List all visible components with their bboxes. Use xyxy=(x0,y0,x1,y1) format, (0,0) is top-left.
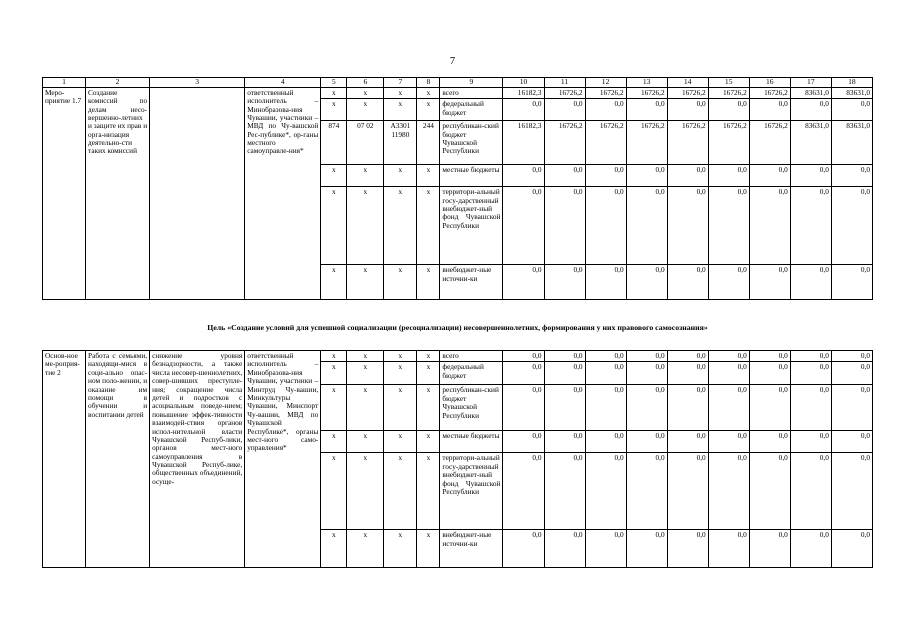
year-amount-cell: 0,0 xyxy=(667,453,708,530)
budget-code-cell: х xyxy=(321,431,347,453)
budget-code-cell: х xyxy=(417,187,440,265)
year-amount-cell: 0,0 xyxy=(544,265,585,300)
budget-code-cell: х xyxy=(417,431,440,453)
year-amount-cell: 0,0 xyxy=(708,265,749,300)
budget-code-cell: х xyxy=(417,351,440,362)
year-amount-cell: 0,0 xyxy=(667,385,708,431)
year-amount-cell: 0,0 xyxy=(708,187,749,265)
year-amount-cell: 0,0 xyxy=(790,99,831,121)
budget-code-cell: х xyxy=(384,362,417,385)
year-amount-cell: 83631,0 xyxy=(790,121,831,165)
year-amount-cell: 0,0 xyxy=(831,351,872,362)
budget-code-cell: х xyxy=(321,351,347,362)
year-amount-cell: 0,0 xyxy=(667,99,708,121)
year-amount-cell: 83631,0 xyxy=(831,87,872,98)
funding-source-cell: республикан-ский бюджет Чувашской Республики xyxy=(440,121,503,165)
column-number-cell: 13 xyxy=(626,78,667,88)
budget-code-cell: х xyxy=(384,351,417,362)
column-number-cell: 11 xyxy=(544,78,585,88)
year-amount-cell: 0,0 xyxy=(503,385,544,431)
year-amount-cell: 0,0 xyxy=(544,385,585,431)
funding-source-cell: территори-альный госу-дарственный внебюджет-ный фонд Чувашской Республики xyxy=(440,453,503,530)
year-amount-cell: 0,0 xyxy=(585,165,626,187)
budget-code-cell: х xyxy=(417,165,440,187)
year-amount-cell: 0,0 xyxy=(544,351,585,362)
year-amount-cell: 0,0 xyxy=(708,453,749,530)
year-amount-cell: 0,0 xyxy=(790,453,831,530)
column-number-cell: 2 xyxy=(86,78,150,88)
column-number-cell: 15 xyxy=(708,78,749,88)
year-amount-cell: 0,0 xyxy=(626,385,667,431)
column-number-cell: 7 xyxy=(384,78,417,88)
budget-code-cell: х xyxy=(384,530,417,568)
year-amount-cell: 0,0 xyxy=(503,99,544,121)
year-amount-cell: 0,0 xyxy=(790,187,831,265)
budget-code-cell: х xyxy=(321,187,347,265)
year-amount-cell: 16726,2 xyxy=(708,121,749,165)
budget-code-cell: 07 02 xyxy=(347,121,384,165)
funding-source-cell: территори-альный госу-дарственный внебюджет-ный фонд Чувашской Республики xyxy=(440,187,503,265)
year-amount-cell: 16726,2 xyxy=(667,87,708,98)
budget-code-cell: х xyxy=(384,431,417,453)
year-amount-cell: 16726,2 xyxy=(749,87,790,98)
budget-code-cell: 874 xyxy=(321,121,347,165)
year-amount-cell: 16726,2 xyxy=(544,87,585,98)
year-amount-cell: 0,0 xyxy=(585,431,626,453)
expected-result-cell: снижение уровня безнадзорности, а также числа несовер-шеннолетних, совер-шивших преступле-ния; сокращение числа детей и подростков с асоциальным поведе-нием; повышение эффек-тивности взаимодей-ствия органов испол-нительной власти Чувашской Респуб-лики, органов мест-ного самоуправления в Чувашской Респуб-лике, общественных объединений, осуще- xyxy=(150,351,245,568)
year-amount-cell: 16726,2 xyxy=(626,87,667,98)
year-amount-cell: 0,0 xyxy=(749,530,790,568)
year-amount-cell: 0,0 xyxy=(749,362,790,385)
funding-source-cell: местные бюджеты xyxy=(440,431,503,453)
year-amount-cell: 0,0 xyxy=(831,99,872,121)
year-amount-cell: 0,0 xyxy=(626,99,667,121)
year-amount-cell: 0,0 xyxy=(503,431,544,453)
event-cell: Меро-приятие 1.7 xyxy=(43,87,86,299)
budget-code-cell: х xyxy=(347,99,384,121)
column-number-cell: 18 xyxy=(831,78,872,88)
year-amount-cell: 0,0 xyxy=(790,431,831,453)
year-amount-cell: 0,0 xyxy=(544,165,585,187)
year-amount-cell: 0,0 xyxy=(708,385,749,431)
year-amount-cell: 0,0 xyxy=(708,99,749,121)
year-amount-cell: 0,0 xyxy=(790,385,831,431)
year-amount-cell: 0,0 xyxy=(749,165,790,187)
funding-source-cell: федеральный бюджет xyxy=(440,362,503,385)
budget-code-cell: х xyxy=(384,165,417,187)
budget-code-cell: х xyxy=(347,385,384,431)
year-amount-cell: 0,0 xyxy=(667,187,708,265)
year-amount-cell: 0,0 xyxy=(544,453,585,530)
year-amount-cell: 0,0 xyxy=(749,453,790,530)
year-amount-cell: 0,0 xyxy=(708,362,749,385)
year-amount-cell: 0,0 xyxy=(544,99,585,121)
year-amount-cell: 0,0 xyxy=(503,453,544,530)
year-amount-cell: 83631,0 xyxy=(790,87,831,98)
year-amount-cell: 0,0 xyxy=(749,385,790,431)
funding-source-cell: местные бюджеты xyxy=(440,165,503,187)
column-number-cell: 8 xyxy=(417,78,440,88)
year-amount-cell: 0,0 xyxy=(585,187,626,265)
year-amount-cell: 0,0 xyxy=(749,187,790,265)
budget-code-cell: х xyxy=(384,99,417,121)
year-amount-cell: 16726,2 xyxy=(585,87,626,98)
year-amount-cell: 0,0 xyxy=(626,351,667,362)
budget-code-cell: х xyxy=(384,265,417,300)
year-amount-cell: 0,0 xyxy=(667,351,708,362)
budget-code-cell: х xyxy=(321,165,347,187)
year-amount-cell: 0,0 xyxy=(503,362,544,385)
column-number-cell: 5 xyxy=(321,78,347,88)
budget-code-cell: х xyxy=(321,530,347,568)
column-number-cell: 14 xyxy=(667,78,708,88)
budget-code-cell: х xyxy=(347,453,384,530)
year-amount-cell: 16726,2 xyxy=(708,87,749,98)
year-amount-cell: 0,0 xyxy=(790,265,831,300)
year-amount-cell: 0,0 xyxy=(790,362,831,385)
year-amount-cell: 83631,0 xyxy=(831,121,872,165)
year-amount-cell: 0,0 xyxy=(626,530,667,568)
budget-code-cell: х xyxy=(321,99,347,121)
year-amount-cell: 16182,3 xyxy=(503,121,544,165)
budget-code-cell: х xyxy=(347,362,384,385)
year-amount-cell: 0,0 xyxy=(749,265,790,300)
year-amount-cell: 0,0 xyxy=(790,530,831,568)
budget-code-cell: х xyxy=(321,265,347,300)
year-amount-cell: 0,0 xyxy=(708,530,749,568)
budget-code-cell: х xyxy=(384,453,417,530)
year-amount-cell: 16726,2 xyxy=(626,121,667,165)
budget-code-cell: х xyxy=(417,362,440,385)
year-amount-cell: 0,0 xyxy=(626,187,667,265)
budget-code-cell: х xyxy=(347,165,384,187)
funding-source-cell: федеральный бюджет xyxy=(440,99,503,121)
year-amount-cell: 0,0 xyxy=(585,530,626,568)
year-amount-cell: 0,0 xyxy=(585,385,626,431)
budget-code-cell: х xyxy=(321,385,347,431)
year-amount-cell: 0,0 xyxy=(708,165,749,187)
budget-code-cell: 244 xyxy=(417,121,440,165)
column-number-row xyxy=(43,78,873,88)
year-amount-cell: 0,0 xyxy=(708,431,749,453)
column-number-cell: 4 xyxy=(245,78,321,88)
year-amount-cell: 16726,2 xyxy=(749,121,790,165)
year-amount-cell: 0,0 xyxy=(585,453,626,530)
year-amount-cell: 0,0 xyxy=(749,431,790,453)
column-number-cell: 9 xyxy=(440,78,503,88)
year-amount-cell: 0,0 xyxy=(585,265,626,300)
budget-code-cell: х xyxy=(347,530,384,568)
year-amount-cell: 0,0 xyxy=(831,385,872,431)
budget-code-cell: х xyxy=(321,87,347,98)
year-amount-cell: 0,0 xyxy=(503,265,544,300)
table-row xyxy=(43,351,873,362)
funding-source-cell: всего xyxy=(440,351,503,362)
year-amount-cell: 16726,2 xyxy=(667,121,708,165)
expected-result-cell xyxy=(150,87,245,299)
executor-cell: ответственный исполнитель – Минобразова-ния Чувашии, участники – МВД по Чу-вашской Рес-публике*, ор-ганы местного самоуправле-ния* xyxy=(245,87,321,299)
year-amount-cell: 0,0 xyxy=(626,265,667,300)
year-amount-cell: 0,0 xyxy=(790,165,831,187)
funding-source-cell: внебюджет-ные источни-ки xyxy=(440,530,503,568)
event-name-cell: Работа с семьями, находящи-мися в соци-ально опас-ном поло-жении, и оказание им помощи в обучении и воспитании детей xyxy=(86,351,150,568)
budget-code-cell: х xyxy=(347,351,384,362)
column-number-cell: 17 xyxy=(790,78,831,88)
executor-cell: ответственный исполнитель – Минобразова-ния Чувашии, участники – Минтруд Чу-вашии, Минкультуры Чувашии, Минспорт Чу-вашии, МВД по Чувашской Республике*, органы мест-ного само-управления* xyxy=(245,351,321,568)
year-amount-cell: 0,0 xyxy=(667,530,708,568)
budget-code-cell: х xyxy=(347,265,384,300)
year-amount-cell: 0,0 xyxy=(585,362,626,385)
year-amount-cell: 0,0 xyxy=(626,453,667,530)
year-amount-cell: 0,0 xyxy=(544,362,585,385)
year-amount-cell: 16726,2 xyxy=(585,121,626,165)
year-amount-cell: 0,0 xyxy=(667,362,708,385)
year-amount-cell: 0,0 xyxy=(503,187,544,265)
event-name-cell: Создание комиссий по делам несо-вершенно-летних и защите их прав и орга-низация деятельно-сти таких комиссий xyxy=(86,87,150,299)
year-amount-cell: 0,0 xyxy=(831,187,872,265)
budget-code-cell: х xyxy=(417,87,440,98)
year-amount-cell: 0,0 xyxy=(667,265,708,300)
budget-code-cell: х xyxy=(417,265,440,300)
year-amount-cell: 0,0 xyxy=(831,453,872,530)
year-amount-cell: 0,0 xyxy=(503,530,544,568)
program-table-block-1 xyxy=(42,77,873,300)
funding-source-cell: всего xyxy=(440,87,503,98)
year-amount-cell: 0,0 xyxy=(503,351,544,362)
year-amount-cell: 0,0 xyxy=(831,265,872,300)
year-amount-cell: 0,0 xyxy=(831,165,872,187)
funding-source-cell: внебюджет-ные источни-ки xyxy=(440,265,503,300)
funding-source-cell: республикан-ский бюджет Чувашской Республики xyxy=(440,385,503,431)
year-amount-cell: 16182,3 xyxy=(503,87,544,98)
year-amount-cell: 0,0 xyxy=(544,431,585,453)
column-number-cell: 12 xyxy=(585,78,626,88)
year-amount-cell: 0,0 xyxy=(708,351,749,362)
event-cell: Основ-ное ме-роприя-тие 2 xyxy=(43,351,86,568)
year-amount-cell: 0,0 xyxy=(585,99,626,121)
year-amount-cell: 0,0 xyxy=(544,187,585,265)
year-amount-cell: 0,0 xyxy=(503,165,544,187)
budget-code-cell: х xyxy=(321,362,347,385)
goal-heading: Цель «Создание условий для успешной социализации (ресоциализации) несовершеннолетних, формирования у них правового самосознания» xyxy=(207,323,708,332)
budget-code-cell: х xyxy=(347,431,384,453)
column-number-cell: 3 xyxy=(150,78,245,88)
column-number-cell: 1 xyxy=(43,78,86,88)
year-amount-cell: 0,0 xyxy=(831,362,872,385)
budget-code-cell: х xyxy=(417,99,440,121)
budget-code-cell: х xyxy=(347,87,384,98)
year-amount-cell: 0,0 xyxy=(544,530,585,568)
budget-code-cell: х xyxy=(384,87,417,98)
budget-code-cell: х xyxy=(384,187,417,265)
year-amount-cell: 0,0 xyxy=(831,431,872,453)
year-amount-cell: 0,0 xyxy=(790,351,831,362)
year-amount-cell: 0,0 xyxy=(626,362,667,385)
column-number-cell: 16 xyxy=(749,78,790,88)
year-amount-cell: 0,0 xyxy=(626,431,667,453)
year-amount-cell: 0,0 xyxy=(831,530,872,568)
year-amount-cell: 0,0 xyxy=(667,431,708,453)
year-amount-cell: 0,0 xyxy=(626,165,667,187)
year-amount-cell: 16726,2 xyxy=(544,121,585,165)
budget-code-cell: х xyxy=(347,187,384,265)
column-number-cell: 10 xyxy=(503,78,544,88)
budget-code-cell: х xyxy=(417,453,440,530)
budget-code-cell: х xyxy=(321,453,347,530)
year-amount-cell: 0,0 xyxy=(749,351,790,362)
year-amount-cell: 0,0 xyxy=(585,351,626,362)
budget-code-cell: А3301 11980 xyxy=(384,121,417,165)
budget-code-cell: х xyxy=(384,385,417,431)
column-number-cell: 6 xyxy=(347,78,384,88)
year-amount-cell: 0,0 xyxy=(749,99,790,121)
page-number: 7 xyxy=(449,56,456,67)
year-amount-cell: 0,0 xyxy=(667,165,708,187)
budget-code-cell: х xyxy=(417,530,440,568)
budget-code-cell: х xyxy=(417,385,440,431)
table-row xyxy=(43,87,873,98)
program-table-block-2 xyxy=(42,350,873,568)
